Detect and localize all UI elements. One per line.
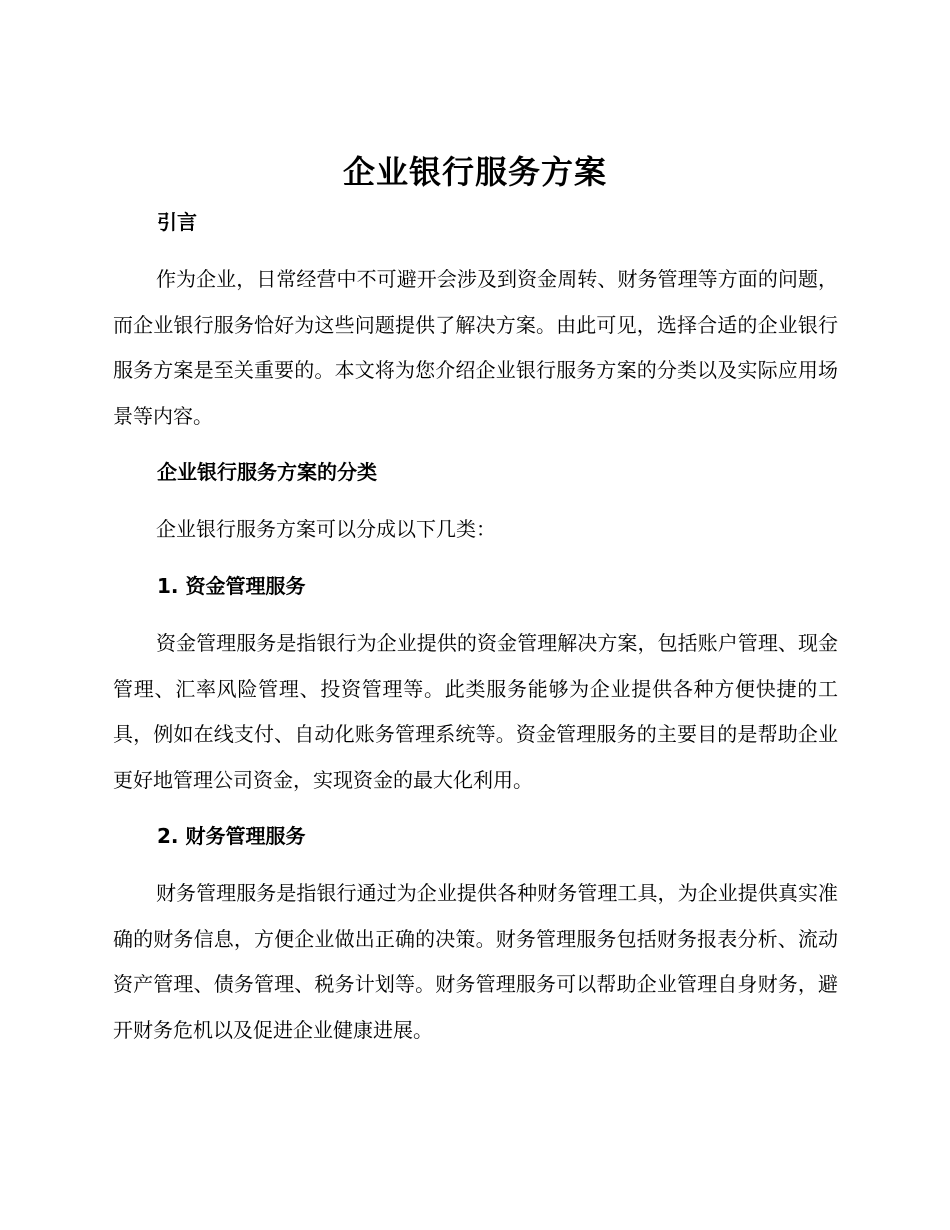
section-paragraph-intro: 作为企业，日常经营中不可避开会涉及到资金周转、财务管理等方面的问题，而企业银行服务恰好为这些问题提供了解决方案。由此可见，选择合适的企业银行服务方案是至关重要的。本文将为您介绍企业银行服务方案的分类以及实际应用场景等内容。 <box>113 267 838 428</box>
section-paragraph-financial-management: 财务管理服务是指银行通过为企业提供各种财务管理工具，为企业提供真实准确的财务信息，方便企业做出正确的决策。财务管理服务包括财务报表分析、流动资产管理、债务管理、税务计划等。财务管理服务可以帮助企业管理自身财务，避开财务危机以及促进企业健康进展。 <box>113 881 838 1042</box>
section-heading-intro: 引言 <box>157 210 197 234</box>
section-heading-fund-management: 1. 资金管理服务 <box>157 574 306 598</box>
document-title: 企业银行服务方案 <box>342 153 607 191</box>
section-paragraph-fund-management: 资金管理服务是指银行为企业提供的资金管理解决方案，包括账户管理、现金管理、汇率风险管理、投资管理等。此类服务能够为企业提供各种方便快捷的工具，例如在线支付、自动化账务管理系统等。资金管理服务的主要目的是帮助企业更好地管理公司资金，实现资金的最大化利用。 <box>113 631 838 792</box>
section-heading-categories: 企业银行服务方案的分类 <box>157 460 377 484</box>
section-heading-financial-management: 2. 财务管理服务 <box>157 824 306 848</box>
section-paragraph-categories: 企业银行服务方案可以分成以下几类： <box>156 517 496 541</box>
